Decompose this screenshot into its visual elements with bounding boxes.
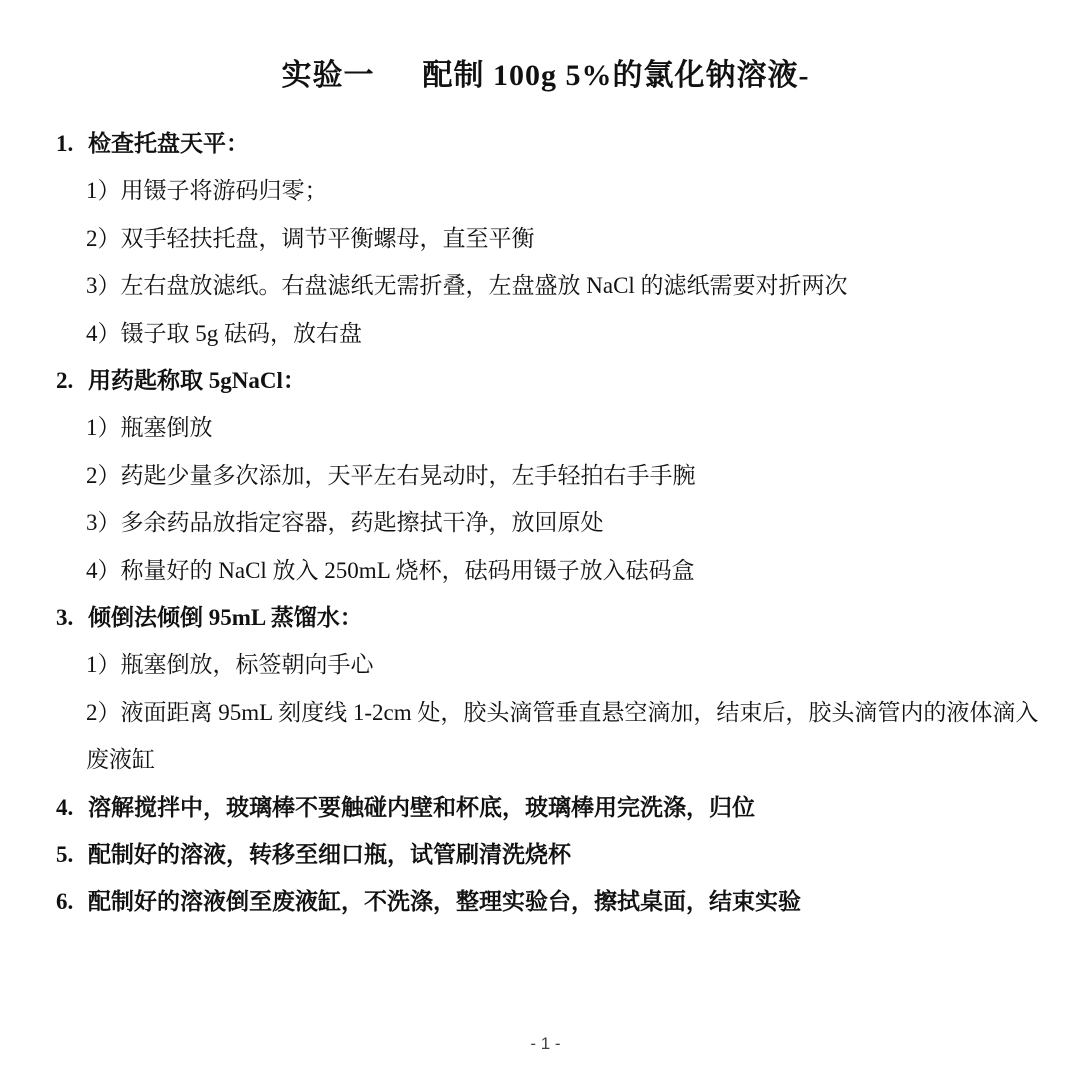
section-6 (56, 878, 1046, 925)
step-item: 1）瓶塞倒放，标签朝向手心 (86, 652, 374, 677)
section-5 (56, 831, 1046, 878)
title-experiment-number: 实验一 (281, 59, 375, 92)
step-item: 1）瓶塞倒放 (86, 415, 213, 440)
step-item: 2）双手轻扶托盘，调节平衡螺母，直至平衡 (86, 225, 535, 251)
step-item: 3）多余药品放指定容器，药匙擦拭干净，放回原处 (86, 510, 604, 535)
step-item: 4）镊子取 5g 砝码，放右盘 (86, 320, 362, 346)
step-item: 1）用镊子将游码归零； (86, 178, 328, 203)
section-heading (56, 357, 1046, 404)
section-heading (56, 784, 1046, 831)
section-heading-text: 倾倒法倾倒 95mL 蒸馏水： (88, 605, 363, 630)
section-heading (56, 594, 1046, 641)
section-heading-text: 配制好的溶液，转移至细口瓶，试管刷清洗烧杯 (88, 841, 571, 867)
section-number: 5. (56, 841, 74, 867)
step-item: 3）左右盘放滤纸。右盘滤纸无需折叠，左盘盛放 NaCl 的滤纸需要对折两次 (86, 273, 848, 298)
section-heading-text: 检查托盘天平： (88, 131, 249, 156)
section-number: 4. (56, 794, 74, 820)
page-number: - 1 - (530, 1034, 561, 1053)
title-experiment-name: 配制 100g 5%的氯化钠溶液- (422, 59, 810, 92)
procedure-list (56, 120, 1046, 925)
step-item: 2）液面距离 95mL 刻度线 1-2cm 处，胶头滴管垂直悬空滴加，结束后，胶头滴管内的液体滴入废液缸 (86, 699, 1039, 772)
section-heading (56, 878, 1046, 925)
section-3 (56, 594, 1046, 784)
section-2 (56, 357, 1046, 594)
section-heading (56, 120, 1046, 167)
section-number: 3. (56, 605, 74, 630)
section-heading-text: 用药匙称取 5gNaCl： (88, 368, 306, 393)
step-item: 4）称量好的 NaCl 放入 250mL 烧杯，砝码用镊子放入砝码盒 (86, 557, 695, 583)
page-title (0, 50, 1091, 94)
section-number: 2. (56, 368, 74, 393)
section-number: 1. (56, 131, 74, 156)
section-4 (56, 784, 1046, 831)
section-heading-text: 配制好的溶液倒至废液缸，不洗涤，整理实验台，擦拭桌面，结束实验 (88, 888, 801, 914)
step-item: 2）药匙少量多次添加，天平左右晃动时，左手轻拍右手手腕 (86, 462, 696, 488)
section-heading (56, 831, 1046, 878)
section-number: 6. (56, 888, 74, 914)
section-heading-text: 溶解搅拌中，玻璃棒不要触碰内壁和杯底，玻璃棒用完洗涤，归位 (88, 794, 755, 820)
section-1 (56, 120, 1046, 357)
